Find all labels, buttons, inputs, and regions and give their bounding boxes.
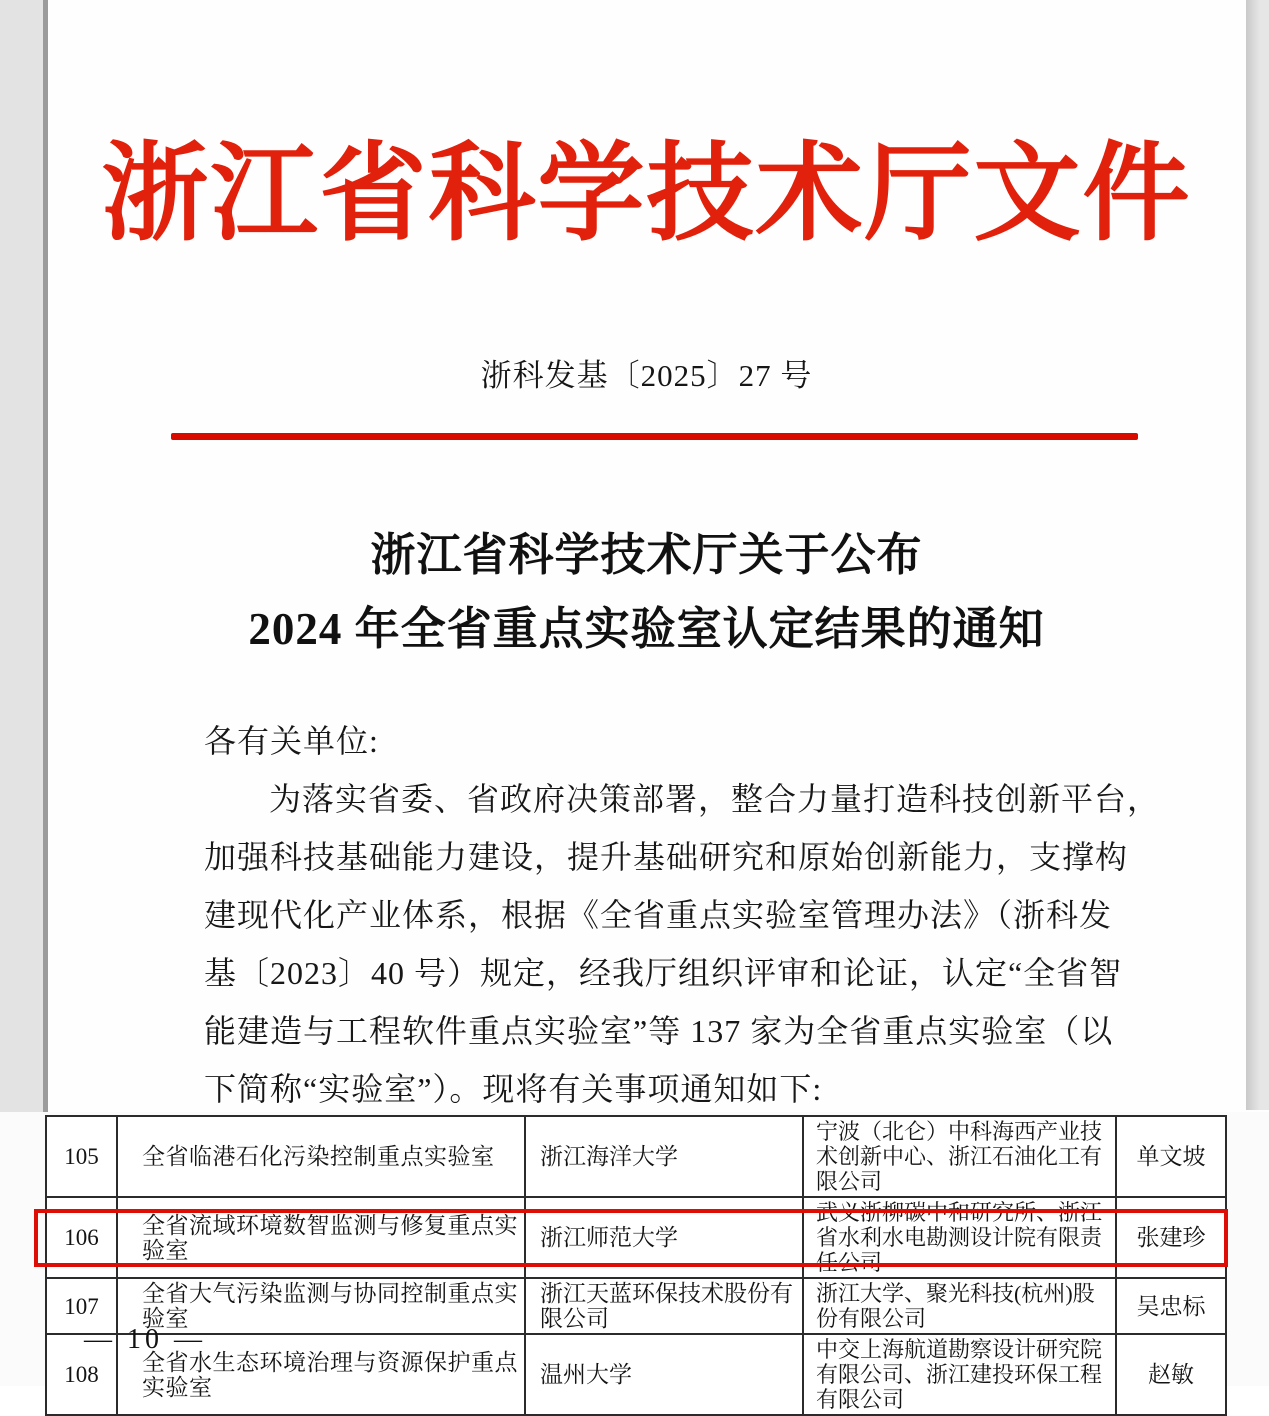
lab-name-cell: 全省流域环境数智监测与修复重点实验室	[117, 1197, 525, 1278]
partner-orgs-cell: 宁波（北仑）中科海西产业技术创新中心、浙江石油化工有限公司	[803, 1116, 1116, 1197]
table-row	[46, 1334, 1226, 1415]
notice-title-line1: 浙江省科学技术厅关于公布	[370, 530, 923, 580]
institution-cell: 浙江天蓝环保技术股份有限公司	[525, 1278, 803, 1334]
institution-cell: 浙江海洋大学	[525, 1116, 803, 1197]
director-cell: 吴忠标	[1116, 1278, 1226, 1334]
body-line: 基〔2023〕40 号）规定，经我厅组织评审和论证，认定“全省智	[204, 955, 1123, 991]
institution-cell: 浙江师范大学	[525, 1197, 803, 1278]
page-number: — 10 —	[84, 1324, 206, 1355]
row-107-highlight-box	[34, 1209, 1228, 1267]
table-row-highlighted	[46, 1278, 1226, 1334]
partner-orgs-cell: 中交上海航道勘察设计研究院有限公司、浙江建投环保工程有限公司	[803, 1334, 1116, 1415]
notice-title-line2: 2024 年全省重点实验室认定结果的通知	[248, 604, 1045, 654]
table-row	[46, 1116, 1226, 1197]
row-number-cell: 106	[46, 1197, 117, 1278]
director-cell: 赵敏	[1116, 1334, 1226, 1415]
row-number-cell: 107	[46, 1278, 117, 1334]
lab-name-cell: 全省临港石化污染控制重点实验室	[117, 1116, 525, 1197]
director-cell: 张建珍	[1116, 1197, 1226, 1278]
body-line: 建现代化产业体系，根据《全省重点实验室管理办法》（浙科发	[204, 897, 1113, 933]
lab-name-cell: 全省水生态环境治理与资源保护重点实验室	[117, 1334, 525, 1415]
director-cell: 单文坡	[1116, 1116, 1226, 1197]
notice-body	[204, 712, 1161, 1118]
lab-name-cell: 全省大气污染监测与协同控制重点实验室	[117, 1278, 525, 1334]
body-line: 下简称“实验室”）。现将有关事项通知如下:	[204, 1071, 823, 1107]
agency-banner-title: 浙江省科学技术厅文件	[101, 136, 1192, 254]
body-line: 加强科技基础能力建设，提升基础研究和原始创新能力，支撑构	[204, 839, 1129, 875]
page-left-margin	[0, 0, 48, 1112]
partner-orgs-cell: 武义浙柳碳中和研究所、浙江省水利水电勘测设计院有限责任公司	[803, 1197, 1116, 1278]
row-number-cell: 105	[46, 1116, 117, 1197]
page-right-margin	[1246, 0, 1269, 1110]
salutation-line: 各有关单位:	[204, 723, 379, 759]
body-line: 能建造与工程软件重点实验室”等 137 家为全省重点实验室（以	[204, 1013, 1114, 1049]
row-number-cell: 108	[46, 1334, 117, 1415]
partner-orgs-cell: 浙江大学、聚光科技(杭州)股份有限公司	[803, 1278, 1116, 1334]
red-divider-rule	[171, 433, 1138, 440]
document-number: 浙科发基〔2025〕27 号	[480, 358, 813, 393]
institution-cell: 温州大学	[525, 1334, 803, 1415]
body-line: 为落实省委、省政府决策部署，整合力量打造科技创新平台，	[269, 781, 1161, 817]
notice-title	[48, 518, 1245, 666]
